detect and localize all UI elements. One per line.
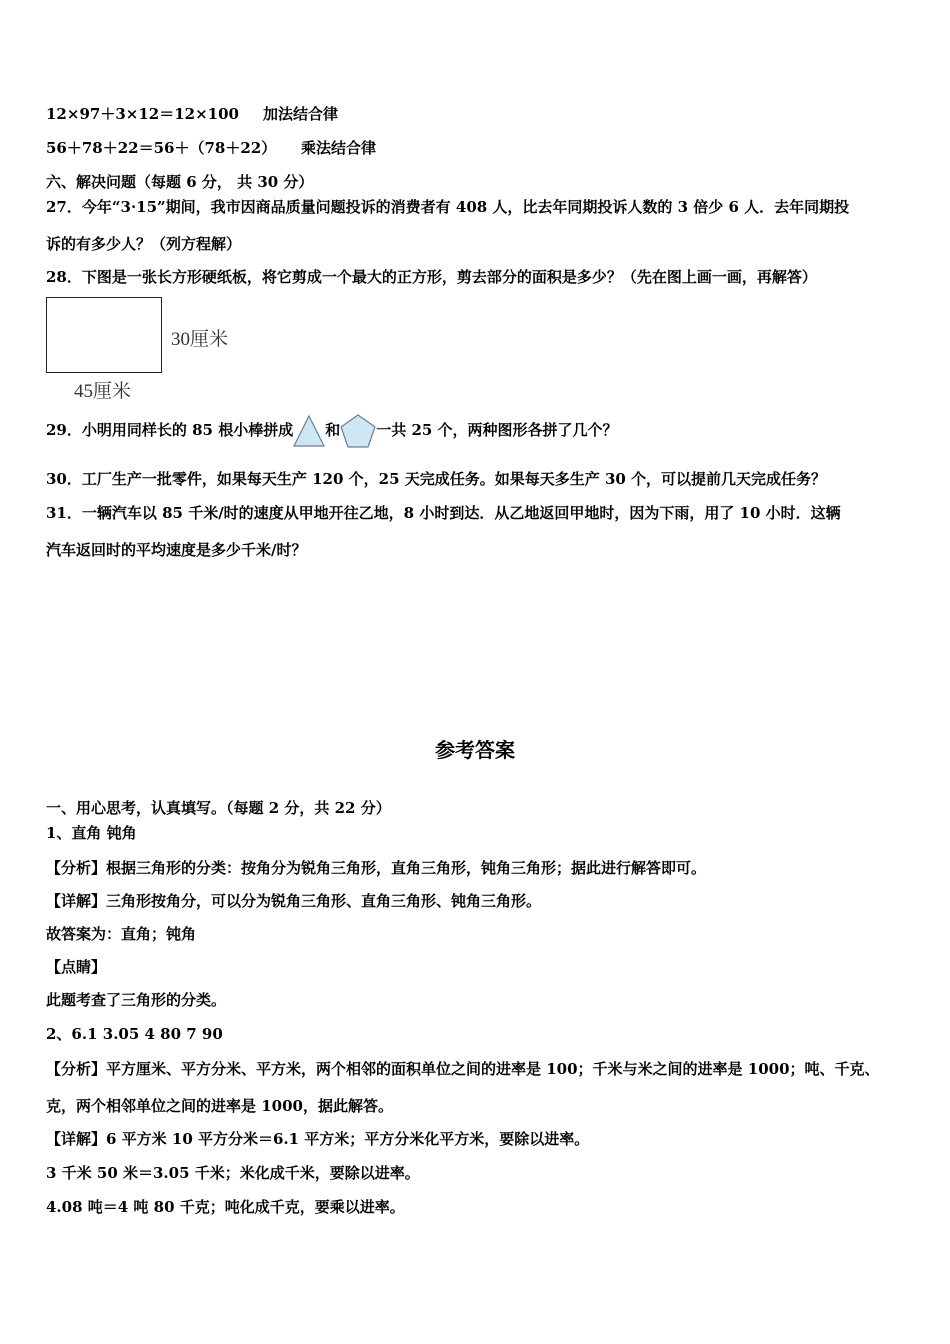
answer-line: 故答案为：直角；钝角: [46, 925, 197, 943]
law-name-2: 乘法结合律: [301, 139, 377, 157]
law-expression: 12×97＋3×12＝12×100: [46, 105, 239, 123]
question-31-line-1: 31．一辆汽车以 85 千米/时的速度从甲地开往乙地，8 小时到达．从乙地返回甲地时，因为下雨，用了 10 小时．这辆: [46, 504, 841, 522]
answer-line: 4.08 吨＝4 吨 80 千克；吨化成千克，要乘以进率。: [46, 1198, 405, 1216]
answer-line: 3 千米 50 米＝3.05 千米；米化成千米，要除以进率。: [46, 1164, 420, 1182]
answer-line: 此题考查了三角形的分类。: [46, 991, 227, 1009]
question-30: 30．工厂生产一批零件，如果每天生产 120 个，25 天完成任务。如果每天多生产 30 个，可以提前几天完成任务？: [46, 470, 827, 488]
question-27-line-1: 27．今年“3·15”期间，我市因商品质量问题投诉的消费者有 408 人，比去年同期投诉人数的 3 倍少 6 人．去年同期投: [46, 198, 850, 216]
answer-line: 【点睛】: [46, 958, 107, 976]
answer-line: 一、用心思考，认真填写。（每题 2 分，共 22 分）: [46, 799, 391, 817]
question-29-and: 和: [325, 421, 341, 439]
question-29-before: 29．小明用同样长的 85 根小棒拼成: [46, 421, 294, 439]
question-27-line-2: 诉的有多少人？（列方程解）: [46, 235, 242, 253]
height-label: 30厘米: [171, 329, 229, 350]
pentagon-icon: [340, 414, 376, 448]
answer-line: 【详解】三角形按角分，可以分为锐角三角形、直角三角形、钝角三角形。: [46, 892, 542, 910]
answer-line: 【分析】根据三角形的分类：按角分为锐角三角形，直角三角形，钝角三角形；据此进行解答即可。: [46, 859, 707, 877]
question-31-line-2: 汽车返回时的平均速度是多少千米/时？: [46, 541, 307, 559]
rectangle-figure: [46, 297, 162, 373]
answer-line: 2、6.1 3.05 4 80 7 90: [46, 1025, 223, 1043]
section-header: 六、解决问题（每题 6 分， 共 30 分）: [46, 173, 314, 191]
triangle-icon: [293, 414, 325, 448]
question-29-after: 一共 25 个，两种图形各拼了几个？: [376, 421, 618, 439]
answer-line: 【详解】6 平方米 10 平方分米＝6.1 平方米；平方分米化平方米，要除以进率。: [46, 1130, 590, 1148]
law-line-2: [46, 137, 276, 158]
answer-line: 1、直角 钝角: [46, 824, 137, 842]
answer-line: 克，两个相邻单位之间的进率是 1000，据此解答。: [46, 1097, 393, 1115]
answer-line: 【分析】平方厘米、平方分米、平方米，两个相邻的面积单位之间的进率是 100；千米与米之间的进率是 1000；吨、千克、: [46, 1060, 880, 1078]
law-name-1: 加法结合律: [263, 105, 339, 123]
law-expression: 56＋78＋22＝56＋（78＋22）: [46, 139, 277, 157]
width-label: 45厘米: [74, 381, 132, 402]
question-28: 28．下图是一张长方形硬纸板，将它剪成一个最大的正方形，剪去部分的面积是多少？（先在图上画一画，再解答）: [46, 268, 817, 286]
law-line-1: [46, 103, 239, 124]
answers-title: 参考答案: [435, 738, 515, 762]
question-29: [46, 412, 618, 448]
